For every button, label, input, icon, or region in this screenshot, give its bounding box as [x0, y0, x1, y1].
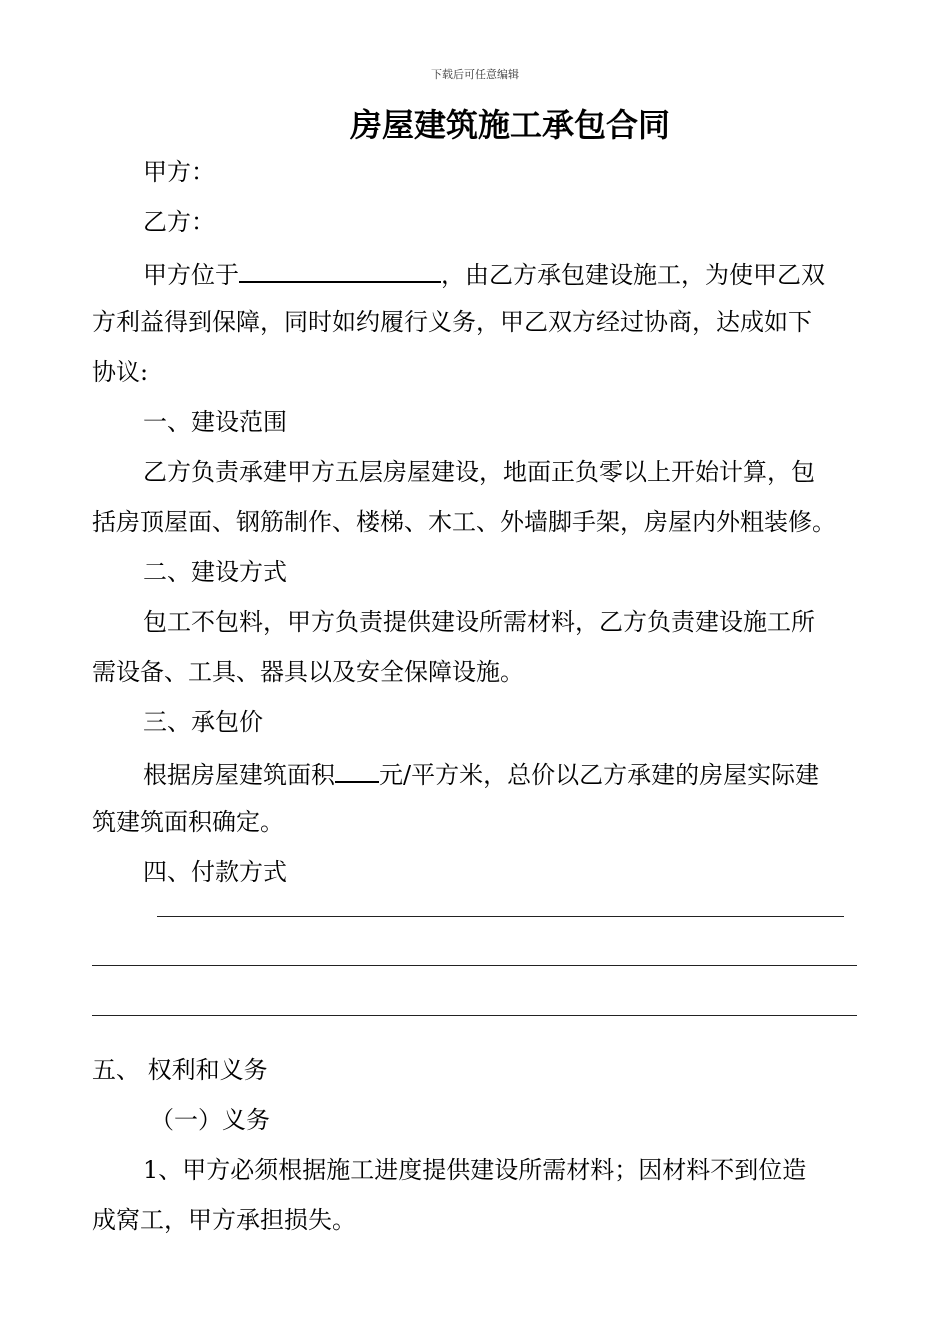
- section-3-line-1: [143, 757, 819, 790]
- price-prefix: 根据房屋建筑面积: [143, 761, 335, 789]
- section-2-line-1: 包工不包料，甲方负责提供建设所需材料，乙方负责建设施工所: [143, 608, 815, 636]
- payment-fill-line-3[interactable]: [92, 1015, 857, 1016]
- intro-line-2: 方利益得到保障，同时如约履行义务，甲乙双方经过协商，达成如下: [92, 308, 812, 336]
- intro-suffix: ，由乙方承包建设施工，为使甲乙双: [441, 261, 825, 289]
- intro-prefix: 甲方位于: [143, 261, 239, 289]
- section-2-line-2: 需设备、工具、器具以及安全保障设施。: [92, 658, 524, 686]
- section-5-heading: 五、 权利和义务: [92, 1056, 268, 1084]
- section-1-line-1: 乙方负责承建甲方五层房屋建设，地面正负零以上开始计算，包: [143, 458, 815, 486]
- section-5-subheading: （一）义务: [150, 1106, 270, 1134]
- party-a-label: 甲方：: [143, 158, 215, 186]
- payment-fill-line-1[interactable]: [157, 916, 844, 917]
- price-blank[interactable]: [335, 757, 379, 783]
- section-1-line-2: 括房顶屋面、钢筋制作、楼梯、木工、外墙脚手架，房屋内外粗装修。: [92, 508, 836, 536]
- section-4-heading: 四、付款方式: [143, 858, 287, 886]
- section-1-heading: 一、建设范围: [143, 408, 287, 436]
- intro-line-3: 协议:: [92, 358, 149, 386]
- section-2-heading: 二、建设方式: [143, 558, 287, 586]
- party-b-label: 乙方：: [143, 208, 215, 236]
- section-5-line-1: 1、甲方必须根据施工进度提供建设所需材料；因材料不到位造: [143, 1156, 807, 1184]
- header-note: 下载后可任意编辑: [431, 68, 519, 81]
- price-suffix: 元/平方米，总价以乙方承建的房屋实际建: [379, 761, 820, 789]
- section-5-line-2: 成窝工，甲方承担损失。: [92, 1206, 356, 1234]
- document-title: 房屋建筑施工承包合同: [349, 106, 670, 144]
- intro-line-1: [143, 257, 825, 290]
- section-3-heading: 三、承包价: [143, 708, 263, 736]
- section-3-line-2: 筑建筑面积确定。: [92, 808, 284, 836]
- payment-fill-line-2[interactable]: [92, 965, 857, 966]
- location-blank[interactable]: [239, 257, 441, 283]
